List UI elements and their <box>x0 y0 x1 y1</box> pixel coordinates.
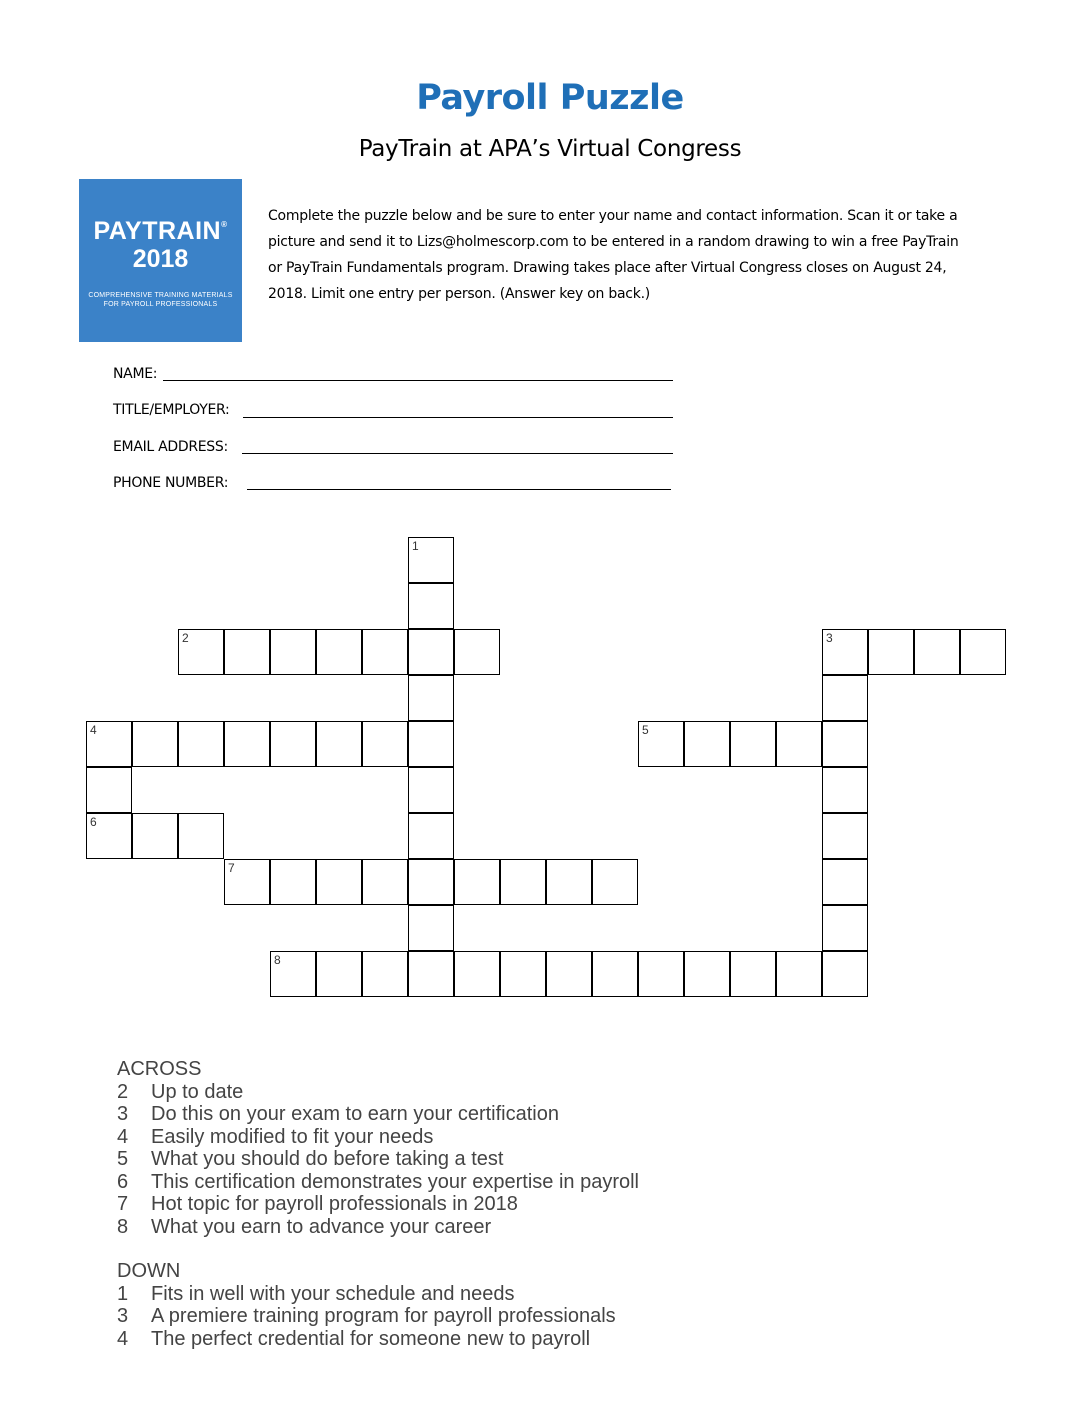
crossword-cell[interactable] <box>546 859 592 905</box>
crossword-cell[interactable] <box>408 767 454 813</box>
crossword-cell[interactable] <box>592 859 638 905</box>
crossword-cell[interactable] <box>822 721 868 767</box>
crossword-cell[interactable] <box>408 629 454 675</box>
phone-label: PHONE NUMBER: <box>113 475 229 491</box>
crossword-cell[interactable] <box>960 629 1006 675</box>
crossword-cell[interactable] <box>408 905 454 951</box>
crossword-cell[interactable] <box>822 859 868 905</box>
crossword-cell[interactable] <box>362 859 408 905</box>
logo-year: 2018 <box>132 245 189 273</box>
crossword-cell[interactable] <box>730 721 776 767</box>
crossword-cell[interactable] <box>776 951 822 997</box>
clue-down-1: 1 Fits in well with your schedule and needs <box>117 1282 515 1305</box>
crossword-cell[interactable] <box>822 905 868 951</box>
crossword-cell[interactable] <box>684 951 730 997</box>
crossword-cell[interactable] <box>684 721 730 767</box>
clue-across-6: 6 This certification demonstrates your expertise in payroll <box>117 1170 639 1193</box>
crossword-cell[interactable] <box>868 629 914 675</box>
crossword-cell[interactable] <box>500 859 546 905</box>
page-subtitle: PayTrain at APA’s Virtual Congress <box>358 136 742 162</box>
logo-tagline-line2: FOR PAYROLL PROFESSIONALS <box>103 301 218 308</box>
paytrain-logo <box>79 179 242 342</box>
crossword-cell[interactable] <box>224 629 270 675</box>
crossword-cell[interactable] <box>224 721 270 767</box>
intro-line: picture and send it to Lizs@holmescorp.com to be entered in a random drawing to win a free PayTrain <box>268 234 959 250</box>
clue-across-3: 3 Do this on your exam to earn your certification <box>117 1103 559 1125</box>
page-title: Payroll Puzzle <box>416 78 684 118</box>
crossword-cell[interactable] <box>132 721 178 767</box>
crossword-cell[interactable] <box>408 583 454 629</box>
crossword-number-5: 5 <box>642 723 649 737</box>
down-heading: DOWN <box>117 1260 181 1282</box>
crossword-cell[interactable] <box>178 721 224 767</box>
crossword-cell[interactable] <box>270 859 316 905</box>
crossword-cell[interactable] <box>362 629 408 675</box>
clue-across-2: 2 Up to date <box>117 1080 244 1103</box>
across-heading: ACROSS <box>117 1058 202 1080</box>
logo-tagline <box>79 291 242 309</box>
crossword-cell[interactable] <box>316 951 362 997</box>
crossword-cell[interactable] <box>316 629 362 675</box>
crossword-cell[interactable] <box>454 951 500 997</box>
crossword-cell[interactable] <box>546 951 592 997</box>
crossword-cell[interactable] <box>592 951 638 997</box>
crossword-cell[interactable] <box>178 813 224 859</box>
logo-line1: PAYTRAIN <box>93 217 222 245</box>
crossword-number-2: 2 <box>182 631 189 645</box>
email-field[interactable] <box>242 453 673 454</box>
crossword-cell[interactable] <box>408 721 454 767</box>
logo-registered-mark: ® <box>221 220 228 229</box>
crossword-cell[interactable] <box>362 951 408 997</box>
intro-line: Complete the puzzle below and be sure to enter your name and contact information. Scan it or take a <box>268 208 958 224</box>
crossword-number-4: 4 <box>90 723 97 737</box>
crossword-cell[interactable] <box>316 721 362 767</box>
crossword-cell[interactable] <box>270 721 316 767</box>
crossword-cell[interactable] <box>822 813 868 859</box>
title-employer-field[interactable] <box>243 417 673 418</box>
crossword-cell[interactable] <box>270 629 316 675</box>
crossword-cell[interactable] <box>776 721 822 767</box>
email-label: EMAIL ADDRESS: <box>113 439 228 455</box>
crossword-cell[interactable] <box>822 675 868 721</box>
crossword-number-7: 7 <box>228 861 235 875</box>
clue-across-4: 4 Easily modified to fit your needs <box>117 1125 434 1148</box>
name-label: NAME: <box>113 366 158 382</box>
crossword-cell[interactable] <box>408 951 454 997</box>
crossword-cell[interactable] <box>86 767 132 813</box>
clue-across-8: 8 What you earn to advance your career <box>117 1215 492 1238</box>
crossword-number-3: 3 <box>826 631 833 645</box>
intro-line: or PayTrain Fundamentals program. Drawing takes place after Virtual Congress closes on August 24, <box>268 260 947 276</box>
crossword-cell[interactable] <box>822 951 868 997</box>
crossword-cell[interactable] <box>132 813 178 859</box>
crossword-cell[interactable] <box>730 951 776 997</box>
clue-down-4: 4 The perfect credential for someone new to payroll <box>117 1327 591 1350</box>
title-employer-label: TITLE/EMPLOYER: <box>113 402 230 418</box>
crossword-cell[interactable] <box>454 629 500 675</box>
crossword-cell[interactable] <box>362 721 408 767</box>
intro-paragraph <box>268 203 1013 307</box>
crossword-cell[interactable] <box>822 767 868 813</box>
logo-tagline-line1: COMPREHENSIVE TRAINING MATERIALS <box>88 292 233 299</box>
clue-across-7: 7 Hot topic for payroll professionals in 2018 <box>117 1193 518 1215</box>
crossword-cell[interactable] <box>316 859 362 905</box>
crossword-cell[interactable] <box>408 813 454 859</box>
across-clues <box>117 1058 639 1238</box>
crossword-cell[interactable] <box>500 951 546 997</box>
crossword-cell[interactable] <box>454 859 500 905</box>
crossword-number-8: 8 <box>274 953 281 967</box>
clue-across-5: 5 What you should do before taking a test <box>117 1148 504 1170</box>
phone-field[interactable] <box>247 489 671 490</box>
intro-line: 2018. Limit one entry per person. (Answer key on back.) <box>268 286 651 302</box>
name-field[interactable] <box>163 380 673 381</box>
crossword-cell[interactable] <box>914 629 960 675</box>
down-clues <box>117 1260 616 1350</box>
crossword-cell[interactable] <box>638 951 684 997</box>
crossword-cell[interactable] <box>408 675 454 721</box>
crossword-number-6: 6 <box>90 815 97 829</box>
crossword-cell[interactable] <box>408 859 454 905</box>
clue-down-3: 3 A premiere training program for payroll professionals <box>117 1305 616 1327</box>
logo-wordmark <box>79 217 242 246</box>
crossword-number-1: 1 <box>412 539 419 553</box>
